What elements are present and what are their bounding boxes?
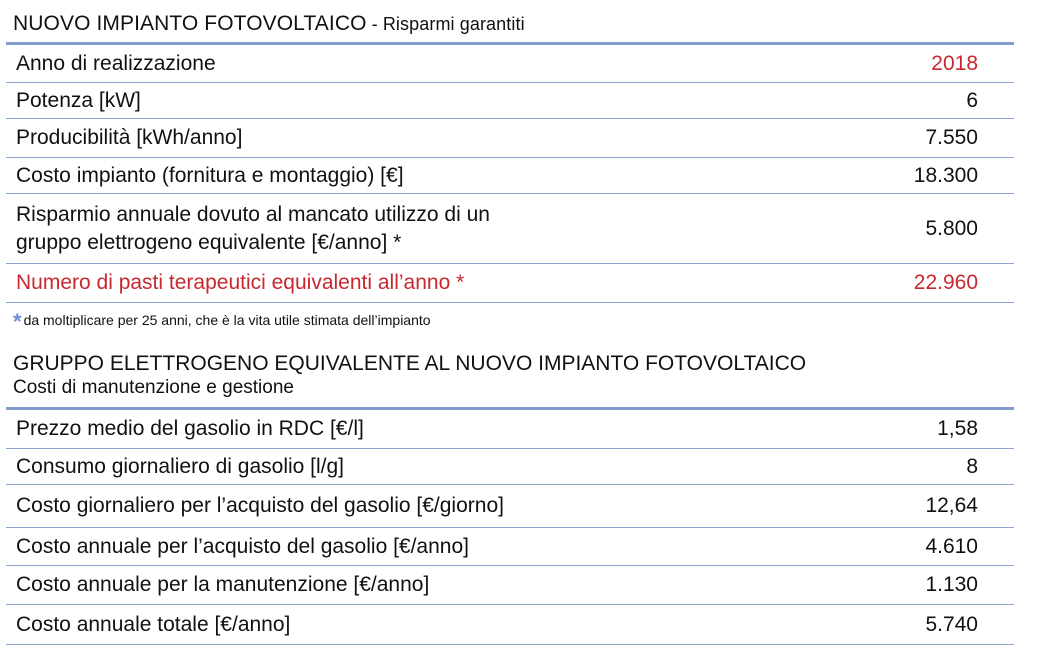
section1-subtitle: - Risparmi garantiti bbox=[366, 14, 525, 34]
asterisk-icon: * bbox=[456, 271, 465, 294]
row-value: 18.300 bbox=[913, 163, 978, 187]
row-label bbox=[6, 269, 464, 297]
row-label: Potenza [kW] bbox=[16, 88, 141, 112]
table-row bbox=[6, 566, 1014, 605]
table-row bbox=[6, 410, 1014, 449]
table-row bbox=[6, 119, 1014, 158]
row-value: 7.550 bbox=[925, 126, 978, 149]
row-label-text: Numero di pasti terapeutici equivalenti all’anno bbox=[16, 271, 451, 294]
section1-title-main: NUOVO IMPIANTO FOTOVOLTAICO bbox=[13, 12, 367, 35]
footnote-text: da moltiplicare per 25 anni, che è la vita utile stimata dell’impianto bbox=[23, 312, 431, 328]
row-value: 12,64 bbox=[925, 494, 978, 517]
row-value: 8 bbox=[966, 454, 978, 478]
row-label-line1: Risparmio annuale dovuto al mancato utilizzo di un bbox=[16, 202, 490, 226]
row-label: Costo impianto (fornitura e montaggio) [€] bbox=[16, 163, 404, 187]
footnote-asterisk-icon: * bbox=[13, 309, 22, 334]
row-label: Costo annuale per la manutenzione [€/anno] bbox=[16, 573, 430, 596]
section1-table bbox=[6, 42, 1014, 303]
table-row bbox=[6, 45, 1014, 83]
section2-table bbox=[6, 407, 1014, 645]
table-row bbox=[6, 194, 1014, 264]
table-row bbox=[6, 528, 1014, 566]
row-label: Costo annuale per l’acquisto del gasolio [€/anno] bbox=[16, 534, 469, 558]
row-value: 5.740 bbox=[925, 612, 978, 636]
table-row bbox=[6, 83, 1014, 119]
row-value: 22.960 bbox=[913, 271, 978, 294]
row-label: Costo giornaliero per l’acquisto del gasolio [€/giorno] bbox=[16, 494, 504, 517]
row-value: 2018 bbox=[931, 51, 978, 75]
row-value: 4.610 bbox=[925, 534, 978, 558]
row-label: Consumo giornaliero di gasolio [l/g] bbox=[16, 454, 345, 478]
table-row-highlight bbox=[6, 264, 1014, 303]
section1-title bbox=[13, 12, 525, 36]
row-label: Anno di realizzazione bbox=[16, 51, 216, 75]
row-label: Producibilità [kWh/anno] bbox=[16, 126, 243, 149]
row-label: Prezzo medio del gasolio in RDC [€/l] bbox=[16, 417, 364, 440]
row-value: 1,58 bbox=[937, 417, 978, 440]
row-value: 1.130 bbox=[925, 573, 978, 596]
row-label-line2: gruppo elettrogeno equivalente [€/anno] * bbox=[16, 230, 402, 254]
section2-subtitle: Costi di manutenzione e gestione bbox=[13, 377, 294, 398]
row-label: Costo annuale totale [€/anno] bbox=[16, 612, 291, 636]
table-row bbox=[6, 605, 1014, 645]
footnote bbox=[13, 309, 431, 335]
table-row bbox=[6, 158, 1014, 194]
row-value: 6 bbox=[966, 88, 978, 112]
row-label bbox=[6, 201, 490, 257]
row-value: 5.800 bbox=[925, 216, 978, 240]
section2-title bbox=[13, 352, 806, 400]
table-row bbox=[6, 485, 1014, 528]
section2-title-main: GRUPPO ELETTROGENO EQUIVALENTE AL NUOVO IMPIANTO FOTOVOLTAICO bbox=[13, 352, 807, 375]
table-row bbox=[6, 449, 1014, 485]
